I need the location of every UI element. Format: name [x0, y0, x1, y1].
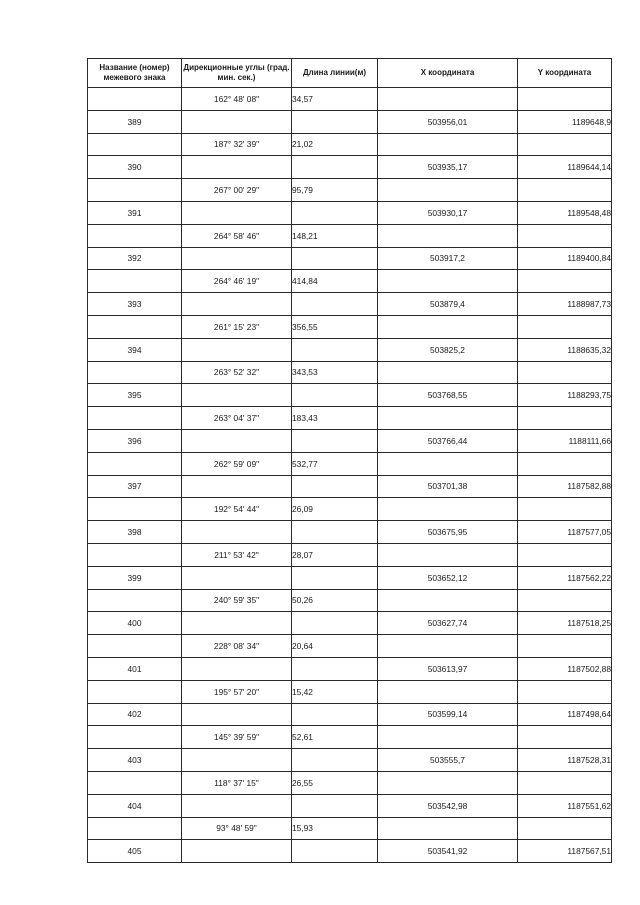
y-coordinate-cell: 1187582,88	[518, 475, 612, 498]
y-coordinate-cell: 1187577,05	[518, 521, 612, 544]
line-length-cell	[292, 384, 378, 407]
point-name-cell: 401	[88, 657, 182, 680]
y-coordinate-cell: 1189648,9	[518, 110, 612, 133]
point-name-cell	[88, 498, 182, 521]
y-coordinate-cell	[518, 498, 612, 521]
line-length-cell	[292, 247, 378, 270]
point-name-cell: 394	[88, 338, 182, 361]
x-coordinate-cell: 503627,74	[378, 612, 518, 635]
direction-angle-cell: 192° 54' 44"	[182, 498, 292, 521]
line-length-cell: 21,02	[292, 133, 378, 156]
header-point-name: Название (номер) межевого знака	[88, 59, 182, 88]
header-line-length: Длина линии(м)	[292, 59, 378, 88]
direction-angle-cell	[182, 521, 292, 544]
point-name-cell: 397	[88, 475, 182, 498]
y-coordinate-cell	[518, 452, 612, 475]
header-row	[88, 59, 612, 88]
x-coordinate-cell: 503541,92	[378, 840, 518, 863]
table-row-point	[88, 201, 612, 224]
x-coordinate-cell	[378, 589, 518, 612]
line-length-cell	[292, 749, 378, 772]
table-row-point	[88, 612, 612, 635]
direction-angle-cell	[182, 201, 292, 224]
table-row-segment	[88, 635, 612, 658]
y-coordinate-cell: 1187562,22	[518, 566, 612, 589]
y-coordinate-cell	[518, 680, 612, 703]
table-row-segment	[88, 589, 612, 612]
point-name-cell	[88, 179, 182, 202]
y-coordinate-cell	[518, 407, 612, 430]
point-name-cell: 389	[88, 110, 182, 133]
direction-angle-cell	[182, 475, 292, 498]
y-coordinate-cell: 1187498,64	[518, 703, 612, 726]
point-name-cell: 392	[88, 247, 182, 270]
y-coordinate-cell: 1187567,51	[518, 840, 612, 863]
y-coordinate-cell: 1188987,73	[518, 293, 612, 316]
line-length-cell: 52,61	[292, 726, 378, 749]
table-row-segment	[88, 817, 612, 840]
point-name-cell	[88, 589, 182, 612]
direction-angle-cell	[182, 384, 292, 407]
line-length-cell: 28,07	[292, 543, 378, 566]
table-row-segment	[88, 224, 612, 247]
line-length-cell	[292, 703, 378, 726]
direction-angle-cell	[182, 657, 292, 680]
point-name-cell: 402	[88, 703, 182, 726]
line-length-cell	[292, 201, 378, 224]
point-name-cell	[88, 88, 182, 111]
point-name-cell	[88, 771, 182, 794]
table-row-point	[88, 156, 612, 179]
line-length-cell: 148,21	[292, 224, 378, 247]
line-length-cell: 15,42	[292, 680, 378, 703]
x-coordinate-cell	[378, 680, 518, 703]
line-length-cell	[292, 657, 378, 680]
direction-angle-cell: 263° 52' 32"	[182, 361, 292, 384]
x-coordinate-cell	[378, 361, 518, 384]
x-coordinate-cell	[378, 407, 518, 430]
direction-angle-cell: 264° 46' 19"	[182, 270, 292, 293]
table-row-point	[88, 475, 612, 498]
table-row-segment	[88, 680, 612, 703]
point-name-cell	[88, 452, 182, 475]
line-length-cell	[292, 110, 378, 133]
table-row-point	[88, 703, 612, 726]
table-row-point	[88, 384, 612, 407]
direction-angle-cell: 262° 59' 09"	[182, 452, 292, 475]
y-coordinate-cell: 1187528,31	[518, 749, 612, 772]
line-length-cell: 26,55	[292, 771, 378, 794]
y-coordinate-cell: 1187518,25	[518, 612, 612, 635]
header-x-coordinate: X координата	[378, 59, 518, 88]
direction-angle-cell: 195° 57' 20"	[182, 680, 292, 703]
line-length-cell: 20,64	[292, 635, 378, 658]
table-row-segment	[88, 726, 612, 749]
table-row-segment	[88, 407, 612, 430]
direction-angle-cell	[182, 612, 292, 635]
direction-angle-cell: 187° 32' 39"	[182, 133, 292, 156]
x-coordinate-cell: 503930,17	[378, 201, 518, 224]
y-coordinate-cell: 1189548,48	[518, 201, 612, 224]
line-length-cell: 95,79	[292, 179, 378, 202]
direction-angle-cell: 145° 39' 59"	[182, 726, 292, 749]
line-length-cell	[292, 840, 378, 863]
line-length-cell	[292, 156, 378, 179]
x-coordinate-cell	[378, 543, 518, 566]
direction-angle-cell: 267° 00' 29"	[182, 179, 292, 202]
point-name-cell: 400	[88, 612, 182, 635]
y-coordinate-cell	[518, 589, 612, 612]
point-name-cell	[88, 407, 182, 430]
x-coordinate-cell	[378, 133, 518, 156]
x-coordinate-cell: 503675,95	[378, 521, 518, 544]
direction-angle-cell: 118° 37' 15"	[182, 771, 292, 794]
x-coordinate-cell: 503879,4	[378, 293, 518, 316]
direction-angle-cell: 240° 59' 35"	[182, 589, 292, 612]
table-row-segment	[88, 133, 612, 156]
table-row-segment	[88, 771, 612, 794]
point-name-cell: 395	[88, 384, 182, 407]
direction-angle-cell: 162° 48' 08"	[182, 88, 292, 111]
y-coordinate-cell	[518, 315, 612, 338]
direction-angle-cell	[182, 566, 292, 589]
direction-angle-cell	[182, 429, 292, 452]
header-y-coordinate: Y координата	[518, 59, 612, 88]
x-coordinate-cell: 503956,01	[378, 110, 518, 133]
x-coordinate-cell	[378, 179, 518, 202]
line-length-cell	[292, 612, 378, 635]
y-coordinate-cell	[518, 543, 612, 566]
table-row-segment	[88, 543, 612, 566]
point-name-cell: 403	[88, 749, 182, 772]
table-row-point	[88, 794, 612, 817]
table-row-segment	[88, 452, 612, 475]
table-row-segment	[88, 179, 612, 202]
line-length-cell: 15,93	[292, 817, 378, 840]
table-row-point	[88, 247, 612, 270]
y-coordinate-cell: 1188293,75	[518, 384, 612, 407]
y-coordinate-cell	[518, 179, 612, 202]
y-coordinate-cell: 1188111,66	[518, 429, 612, 452]
direction-angle-cell: 263° 04' 37"	[182, 407, 292, 430]
line-length-cell	[292, 475, 378, 498]
y-coordinate-cell	[518, 726, 612, 749]
y-coordinate-cell	[518, 224, 612, 247]
x-coordinate-cell	[378, 635, 518, 658]
direction-angle-cell	[182, 247, 292, 270]
table-row-segment	[88, 270, 612, 293]
x-coordinate-cell: 503599,14	[378, 703, 518, 726]
direction-angle-cell: 228° 08' 34"	[182, 635, 292, 658]
table-row-point	[88, 840, 612, 863]
table-row-point	[88, 749, 612, 772]
table-row-point	[88, 110, 612, 133]
x-coordinate-cell: 503542,98	[378, 794, 518, 817]
direction-angle-cell	[182, 703, 292, 726]
x-coordinate-cell: 503555,7	[378, 749, 518, 772]
x-coordinate-cell	[378, 771, 518, 794]
line-length-cell: 414,84	[292, 270, 378, 293]
point-name-cell: 405	[88, 840, 182, 863]
x-coordinate-cell: 503917,2	[378, 247, 518, 270]
x-coordinate-cell: 503613,97	[378, 657, 518, 680]
direction-angle-cell: 264° 58' 46"	[182, 224, 292, 247]
point-name-cell: 404	[88, 794, 182, 817]
y-coordinate-cell	[518, 771, 612, 794]
x-coordinate-cell: 503935,17	[378, 156, 518, 179]
table-row-segment	[88, 88, 612, 111]
y-coordinate-cell: 1189400,84	[518, 247, 612, 270]
point-name-cell	[88, 635, 182, 658]
line-length-cell: 183,43	[292, 407, 378, 430]
header-direction-angle: Дирекционные углы (град. мин. сек.)	[182, 59, 292, 88]
direction-angle-cell	[182, 749, 292, 772]
point-name-cell	[88, 680, 182, 703]
line-length-cell	[292, 794, 378, 817]
direction-angle-cell: 93° 48' 59"	[182, 817, 292, 840]
x-coordinate-cell	[378, 315, 518, 338]
x-coordinate-cell: 503825,2	[378, 338, 518, 361]
line-length-cell	[292, 429, 378, 452]
table-row-point	[88, 521, 612, 544]
x-coordinate-cell	[378, 452, 518, 475]
point-name-cell	[88, 361, 182, 384]
point-name-cell	[88, 270, 182, 293]
line-length-cell: 34,57	[292, 88, 378, 111]
x-coordinate-cell	[378, 726, 518, 749]
point-name-cell: 396	[88, 429, 182, 452]
y-coordinate-cell: 1187551,62	[518, 794, 612, 817]
y-coordinate-cell	[518, 635, 612, 658]
direction-angle-cell: 261° 15' 23"	[182, 315, 292, 338]
table-row-segment	[88, 361, 612, 384]
line-length-cell: 26,09	[292, 498, 378, 521]
table-row-point	[88, 293, 612, 316]
point-name-cell: 391	[88, 201, 182, 224]
point-name-cell: 393	[88, 293, 182, 316]
y-coordinate-cell	[518, 361, 612, 384]
x-coordinate-cell	[378, 270, 518, 293]
line-length-cell	[292, 338, 378, 361]
table-row-point	[88, 429, 612, 452]
direction-angle-cell	[182, 156, 292, 179]
point-name-cell	[88, 315, 182, 338]
table-row-point	[88, 657, 612, 680]
line-length-cell: 532,77	[292, 452, 378, 475]
point-name-cell: 390	[88, 156, 182, 179]
direction-angle-cell	[182, 338, 292, 361]
y-coordinate-cell: 1189644,14	[518, 156, 612, 179]
x-coordinate-cell: 503766,44	[378, 429, 518, 452]
x-coordinate-cell	[378, 224, 518, 247]
point-name-cell: 399	[88, 566, 182, 589]
y-coordinate-cell	[518, 270, 612, 293]
line-length-cell	[292, 293, 378, 316]
table-row-segment	[88, 315, 612, 338]
line-length-cell	[292, 566, 378, 589]
x-coordinate-cell: 503701,38	[378, 475, 518, 498]
y-coordinate-cell	[518, 133, 612, 156]
table-row-point	[88, 566, 612, 589]
direction-angle-cell: 211° 53' 42"	[182, 543, 292, 566]
y-coordinate-cell	[518, 817, 612, 840]
x-coordinate-cell	[378, 498, 518, 521]
coordinates-table	[87, 58, 612, 863]
y-coordinate-cell	[518, 88, 612, 111]
x-coordinate-cell: 503652,12	[378, 566, 518, 589]
y-coordinate-cell: 1187502,88	[518, 657, 612, 680]
point-name-cell: 398	[88, 521, 182, 544]
line-length-cell	[292, 521, 378, 544]
table-row-point	[88, 338, 612, 361]
x-coordinate-cell	[378, 817, 518, 840]
point-name-cell	[88, 224, 182, 247]
point-name-cell	[88, 726, 182, 749]
table-row-segment	[88, 498, 612, 521]
direction-angle-cell	[182, 293, 292, 316]
direction-angle-cell	[182, 840, 292, 863]
x-coordinate-cell	[378, 88, 518, 111]
point-name-cell	[88, 817, 182, 840]
line-length-cell: 356,55	[292, 315, 378, 338]
point-name-cell	[88, 133, 182, 156]
line-length-cell: 50,26	[292, 589, 378, 612]
direction-angle-cell	[182, 110, 292, 133]
point-name-cell	[88, 543, 182, 566]
x-coordinate-cell: 503768,55	[378, 384, 518, 407]
y-coordinate-cell: 1188635,32	[518, 338, 612, 361]
direction-angle-cell	[182, 794, 292, 817]
line-length-cell: 343,53	[292, 361, 378, 384]
